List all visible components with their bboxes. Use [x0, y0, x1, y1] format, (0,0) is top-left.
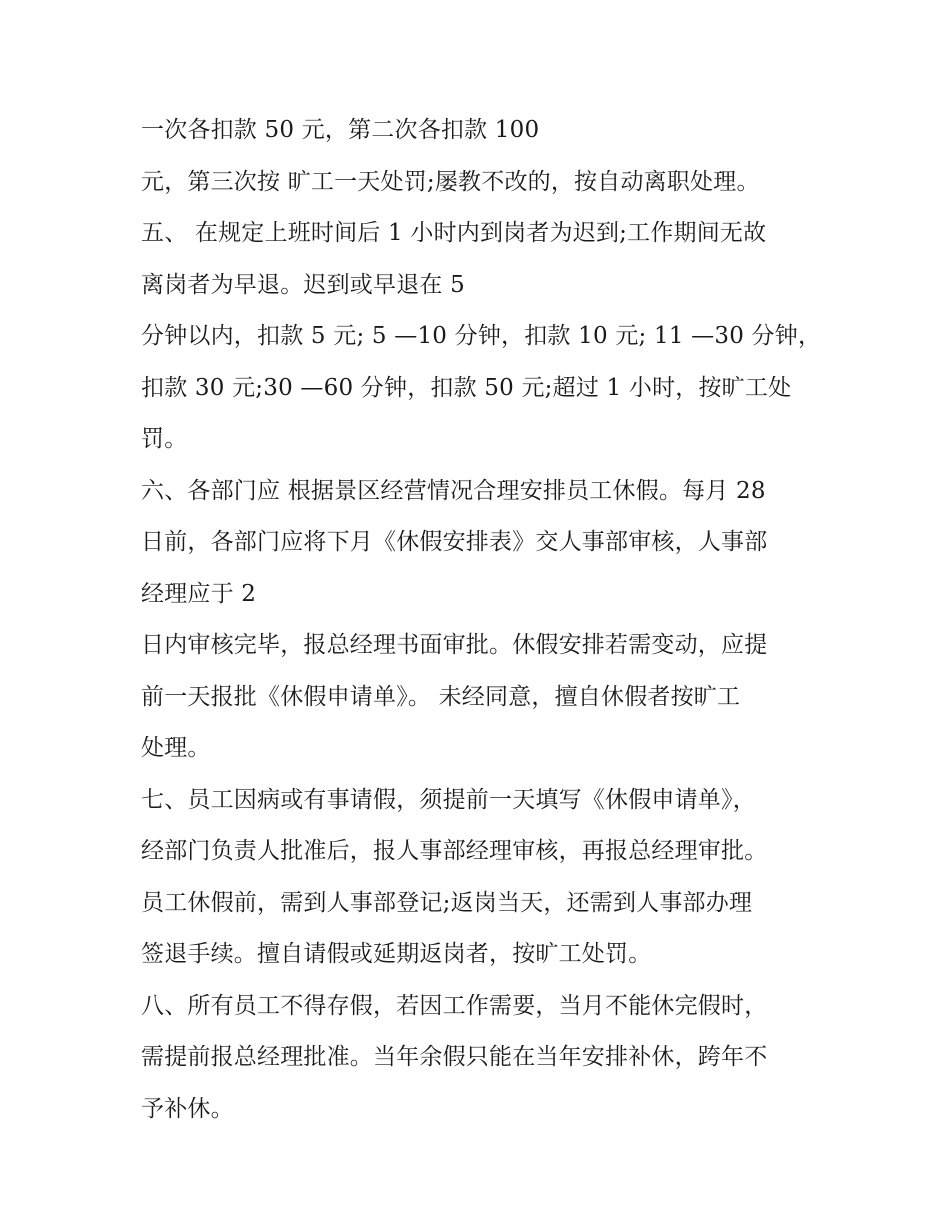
text-line: 一次各扣款 50 元，第二次各扣款 100	[141, 117, 540, 143]
text-line: 前一天报批《休假申请单》。 未经同意，擅自休假者按旷工	[141, 683, 741, 710]
text-line: 六、各部门应 根据景区经营情况合理安排员工休假。每月 28	[141, 477, 766, 504]
text-line: 签退手续。擅自请假或延期返岗者，按旷工处罚。	[141, 941, 652, 967]
text-line: 需提前报总经理批准。当年余假只能在当年安排补休，跨年不	[141, 1044, 768, 1070]
text-line: 罚。	[141, 426, 188, 452]
text-line: 处理。	[141, 735, 211, 761]
text-line: 日前，各部门应将下月《休假安排表》交人事部审核，人事部	[141, 529, 768, 555]
document-body	[141, 107, 841, 1137]
text-line: 七、员工因病或有事请假，须提前一天填写《休假申请单》，	[141, 786, 756, 813]
text-line: 经理应于 2	[141, 580, 257, 607]
text-line: 分钟以内，扣款 5 元; 5 —10 分钟，扣款 10 元; 11 —30 分钟，	[141, 323, 822, 349]
text-line: 八、所有员工不得存假，若因工作需要，当月不能休完假时，	[141, 992, 768, 1019]
text-line: 扣款 30 元;30 —60 分钟，扣款 50 元;超过 1 小时，按旷工处	[141, 374, 792, 401]
text-line: 予补休。	[141, 1095, 234, 1122]
text-line: 日内审核完毕，报总经理书面审批。休假安排若需变动，应提	[141, 632, 768, 658]
text-line: 离岗者为早退。迟到或早退在 5	[141, 271, 465, 298]
text-line: 经部门负责人批准后，报人事部经理审核，再报总经理审批。	[141, 838, 768, 864]
text-line: 员工休假前，需到人事部登记;返岗当天，还需到人事部办理	[141, 889, 753, 916]
text-line: 五、 在规定上班时间后 1 小时内到岗者为迟到;工作期间无故	[141, 220, 767, 246]
text-line: 元，第三次按 旷工一天处罚;屡教不改的，按自动离职处理。	[141, 168, 760, 195]
